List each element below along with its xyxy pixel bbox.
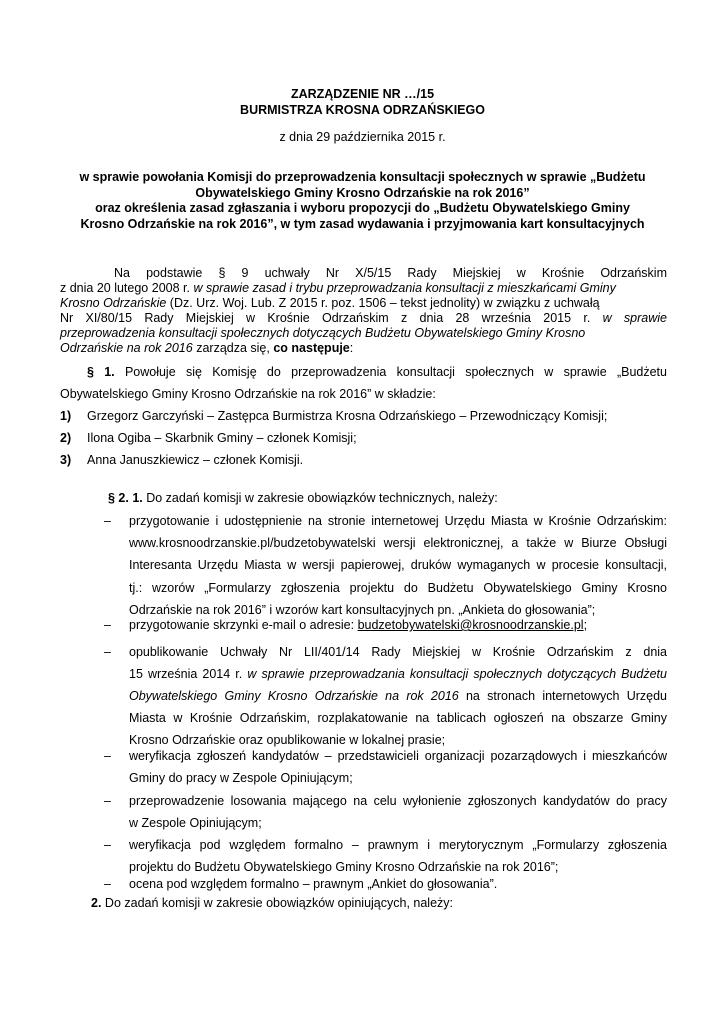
intro-line-1: Na podstawie § 9 uchwały Nr X/5/15 Rady Miejskiej w Krośnie Odrzańskim — [114, 266, 667, 280]
item-3-text: na stronach internetowych Urzędu — [465, 689, 667, 703]
section-1-mark: § 1. — [87, 365, 115, 379]
section-1-line-2: Obywatelskiego Gminy Krosno Odrzańskie na rok 2016” w składzie: — [60, 387, 436, 401]
item-7-line-1: ocena pod względem formalno – prawnym „Ankiet do głosowania”. — [129, 877, 498, 891]
subject-line-4: Krosno Odrzańskie na rok 2016”, w tym zasad wydawania i przyjmowania kart konsultacyjnych — [80, 216, 645, 231]
item-5-line-1: przeprowadzenie losowania mającego na celu wyłonienie zgłoszonych kandydatów do pracy — [129, 794, 667, 808]
point-2-text: Do zadań komisji w zakresie obowiązków opiniujących, należy: — [104, 896, 453, 910]
section-2-lead-text: Do zadań komisji w zakresie obowiązków technicznych, należy: — [146, 491, 498, 505]
item-2-text: przygotowanie skrzynki e-mail o adresie: — [129, 618, 355, 632]
title-line-2: BURMISTRZA KROSNA ODRZAŃSKIEGO — [240, 103, 485, 117]
intro-line-4 — [60, 311, 667, 326]
subject-line-1: w sprawie powołania Komisji do przeprowadzenia konsultacji społecznych w sprawie „Budżetu — [79, 170, 646, 184]
section-2-lead — [108, 487, 498, 510]
member-number: 2) — [60, 431, 72, 445]
item-6-line-1: weryfikacja pod względem formalno – prawnym i merytorycznym „Formularzy zgłoszenia — [129, 838, 667, 852]
item-5-line-2: w Zespole Opiniującym; — [129, 816, 262, 830]
subject-line-3: oraz określenia zasad zgłaszania i wyboru propozycji do „Budżetu Obywatelskiego Gminy — [95, 201, 630, 215]
item-3-line-1: opublikowanie Uchwały Nr LII/401/14 Rady Miejskiej w Krośnie Odrzańskim z dnia — [129, 645, 667, 659]
member-item: Grzegorz Garczyński – Zastępca Burmistrza Krosna Odrzańskiego – Przewodniczący Komisji; — [87, 409, 608, 423]
item-2-text: ; — [583, 618, 588, 632]
intro-text: z dnia 20 lutego 2008 r. — [60, 281, 190, 295]
item-4-line-2: Gminy do pracy w Zespole Opiniującym; — [129, 771, 353, 785]
intro-text: (Dz. Urz. Woj. Lub. Z 2015 r. poz. 1506 – tekst jednolity) w związku z uchwałą — [169, 296, 600, 310]
item-1-line-1: przygotowanie i udostępnienie na stronie internetowej Urzędu Miasta w Krośnie Odrzańskim: — [129, 514, 667, 528]
email-link[interactable]: budzetobywatelski@krosnoodrzanskie.pl — [357, 618, 584, 632]
intro-italic: w sprawie — [602, 311, 667, 325]
document-title — [60, 86, 665, 118]
dash-bullet: – — [104, 838, 111, 852]
member-item: Anna Januszkiewicz – członek Komisji. — [87, 453, 304, 467]
dash-bullet: – — [104, 877, 111, 891]
point-2-mark: 2. — [91, 896, 102, 910]
item-4-line-1: weryfikacja zgłoszeń kandydatów – przedstawicieli organizacji pozarządowych i mieszkańców — [129, 749, 667, 763]
intro-line-6 — [60, 341, 667, 356]
dash-bullet: – — [104, 645, 111, 659]
subject-line-2: Obywatelskiego Gminy Krosno Odrzańskie na rok 2016” — [195, 185, 530, 200]
item-3-line-3 — [129, 685, 667, 708]
dash-bullet: – — [104, 514, 111, 528]
intro-text: Nr XI/80/15 Rady Miejskiej w Krośnie Odrzańskim z dnia 28 września 2015 r. — [60, 311, 591, 325]
intro-text: zarządza się, — [196, 341, 270, 355]
member-item: Ilona Ogiba – Skarbnik Gminy – członek Komisji; — [87, 431, 357, 445]
member-number: 3) — [60, 453, 72, 467]
dash-bullet: – — [104, 749, 111, 763]
intro-bold: co następuje — [273, 341, 350, 355]
section-1-text: Powołuje się Komisję do przeprowadzenia konsultacji społecznych w sprawie „Budżetu — [124, 365, 667, 379]
intro-line-3 — [60, 296, 667, 311]
item-3-text: 15 września 2014 r. — [129, 667, 243, 681]
member-number: 1) — [60, 409, 72, 423]
intro-line-5: przeprowadzenia konsultacji społecznych dotyczących Budżetu Obywatelskiego Gminy Krosno — [60, 326, 586, 340]
item-1-line-2: www.krosnoodrzanskie.pl/budzetobywatelski wersji elektronicznej, a także w Biurze Obsługi — [129, 536, 667, 550]
document-subject — [60, 170, 665, 232]
item-1-line-5: Odrzańskie na rok 2016” i wzorów kart konsultacyjnych pn. „Ankieta do głosowania”; — [129, 603, 596, 617]
intro-text: : — [349, 341, 354, 355]
dash-bullet: – — [104, 618, 111, 632]
item-1-line-4: tj.: wzorów „Formularzy zgłoszenia projektu do Budżetu Obywatelskiego Gminy Krosno — [129, 581, 667, 595]
section-2-mark: § 2. 1. — [108, 491, 143, 505]
item-1-line-3: Interesanta Urzędu Miasta w wersji papierowej, druków wymaganych w procesie konsultacji, — [129, 558, 667, 572]
intro-italic: w sprawie zasad i trybu przeprowadzania konsultacji z mieszkańcami Gminy — [193, 281, 616, 295]
item-2-line-1 — [129, 614, 667, 637]
intro-italic: Krosno Odrzańskie — [60, 296, 167, 310]
document-date: z dnia 29 października 2015 r. — [279, 130, 446, 144]
title-line-1: ZARZĄDZENIE NR …/15 — [290, 87, 435, 101]
item-3-line-5: Krosno Odrzańskie oraz opublikowanie w lokalnej prasie; — [129, 733, 446, 747]
dash-bullet: – — [104, 794, 111, 808]
section-1-line-1 — [87, 361, 667, 384]
intro-paragraph — [60, 266, 667, 356]
item-3-italic: w sprawie przeprowadzania konsultacji społecznych dotyczących Budżetu — [247, 667, 667, 681]
item-3-line-2 — [129, 663, 667, 686]
item-3-italic: Obywatelskiego Gminy Krosno Odrzańskie na rok 2016 — [129, 689, 459, 703]
section-2-point-2 — [91, 892, 453, 915]
intro-line-2 — [60, 281, 667, 296]
item-6-line-2: projektu do Budżetu Obywatelskiego Gminy Krosno Odrzańskie na rok 2016”; — [129, 860, 559, 874]
item-3-line-4: Miasta w Krośnie Odrzańskim, rozplakatowanie na tablicach ogłoszeń na obszarze Gminy — [129, 711, 667, 725]
intro-italic: Odrzańskie na rok 2016 — [60, 341, 193, 355]
